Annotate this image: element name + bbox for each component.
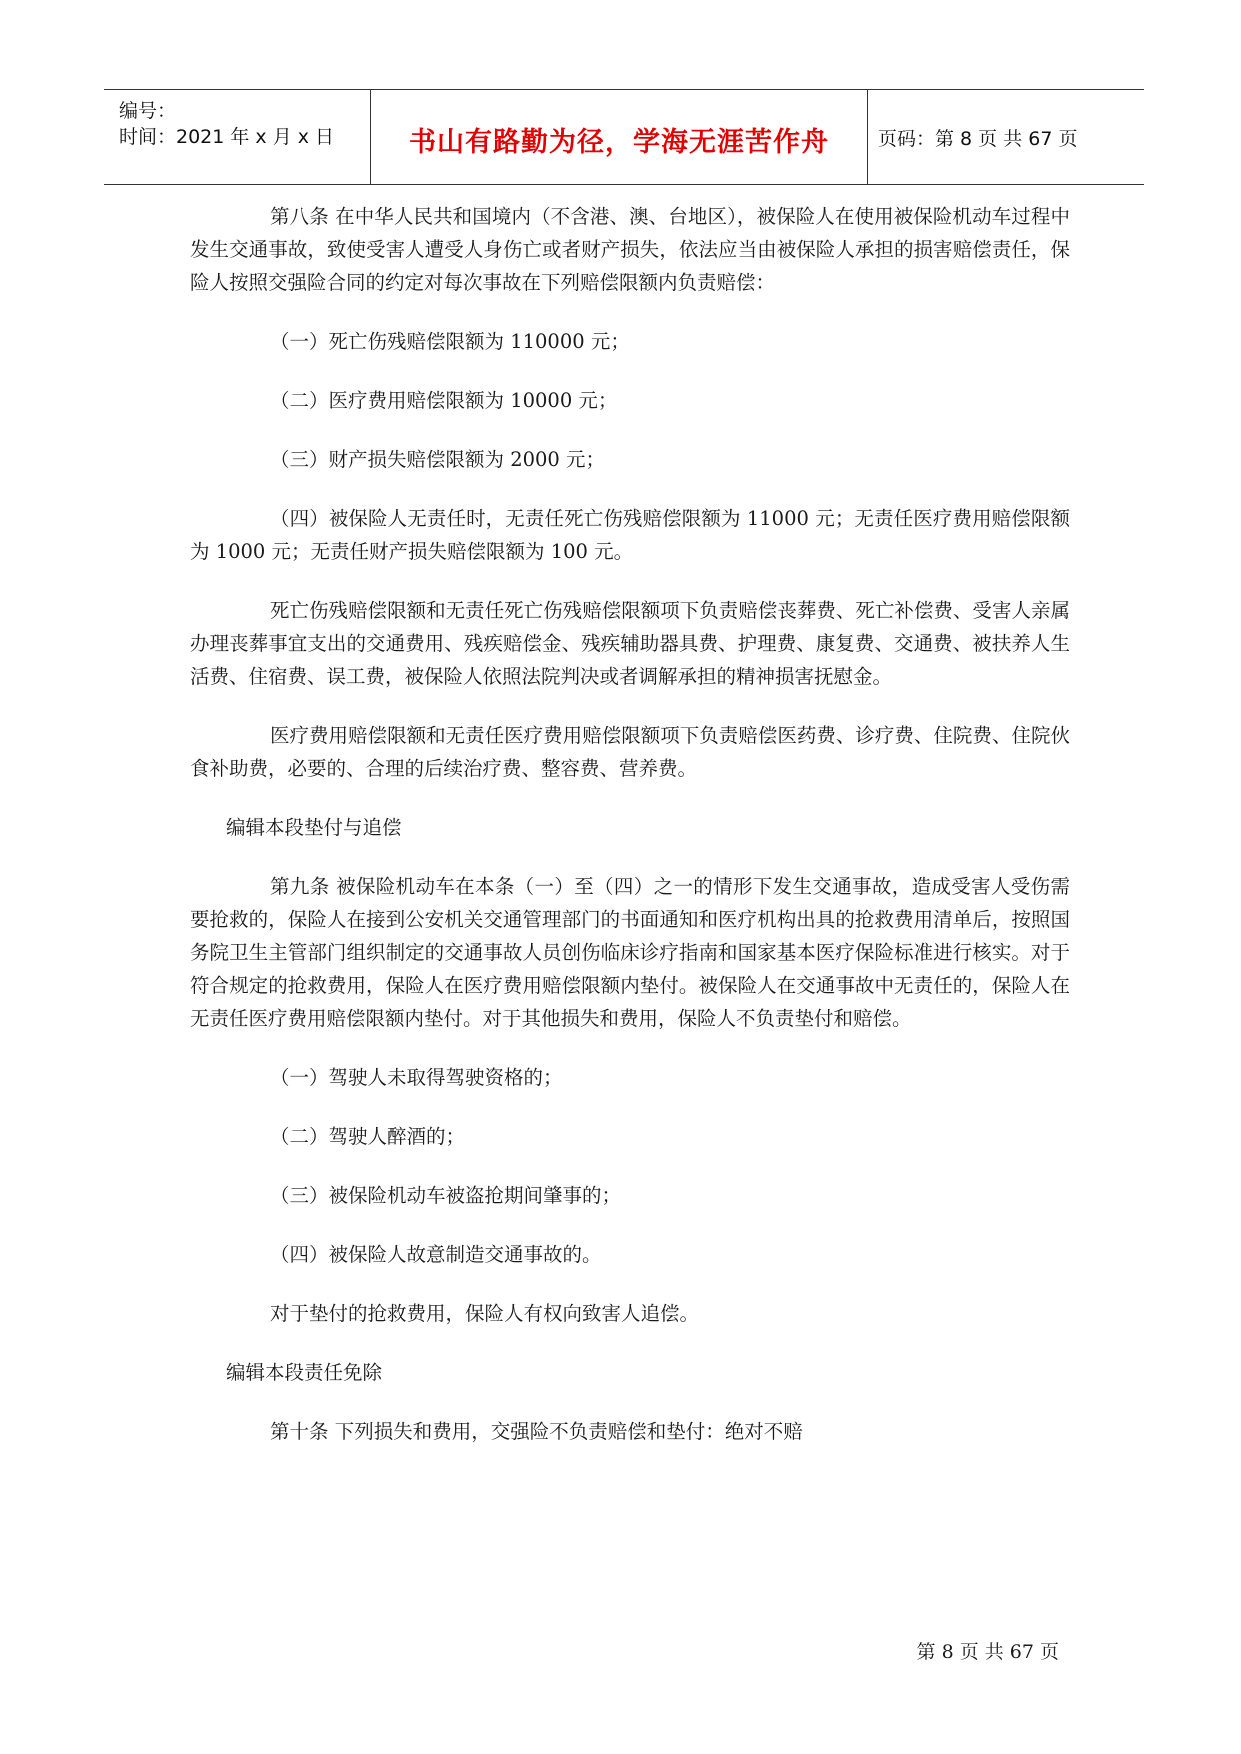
header-motto-cell: [370, 90, 868, 184]
header-page-number: 页码：第 8 页 共 67 页: [878, 128, 1078, 150]
document-number-label: 编号：: [119, 100, 177, 122]
section-heading-advance: 编辑本段垫付与追偿: [226, 816, 402, 839]
document-time-label: 时间：2021 年 x 月 x 日: [119, 126, 335, 148]
header-page-cell: [868, 90, 1144, 184]
header-meta-cell: [104, 90, 370, 184]
death-compensation-paragraph: 死亡伤残赔偿限额和无责任死亡伤残赔偿限额项下负责赔偿丧葬费、死亡补偿费、受害人亲属办理丧葬事宜支出的交通费用、残疾赔偿金、残疾辅助器具费、护理费、康复费、交通费、被扶养人生活费、住宿费、误工费，被保险人依照法院判决或者调解承担的精神损害抚慰金。: [190, 599, 1070, 688]
document-body: [190, 200, 1070, 1448]
case-item-2: （二）驾驶人醉酒的；: [270, 1125, 466, 1148]
case-item-1: （一）驾驶人未取得驾驶资格的；: [270, 1066, 563, 1089]
article-9-paragraph: 第九条 被保险机动车在本条（一）至（四）之一的情形下发生交通事故，造成受害人受伤需要抢救的，保险人在接到公安机关交通管理部门的书面通知和医疗机构出具的抢救费用清单后，按照国务院卫生主管部门组织制定的交通事故人员创伤临床诊疗指南和国家基本医疗保险标准进行核实。对于符合规定的抢救费用，保险人在医疗费用赔偿限额内垫付。被保险人在交通事故中无责任的，保险人在无责任医疗费用赔偿限额内垫付。对于其他损失和费用，保险人不负责垫付和赔偿。: [190, 875, 1070, 1030]
article-10-paragraph: 第十条 下列损失和费用，交强险不负责赔偿和垫付：绝对不赔: [270, 1420, 803, 1443]
limit-item-1: （一）死亡伤残赔偿限额为 110000 元；: [270, 330, 630, 353]
limit-item-2: （二）医疗费用赔偿限额为 10000 元；: [270, 389, 618, 412]
limit-item-4: （四）被保险人无责任时，无责任死亡伤残赔偿限额为 11000 元；无责任医疗费用赔偿限额为 1000 元；无责任财产损失赔偿限额为 100 元。: [190, 507, 1070, 563]
header-motto: 书山有路勤为径，学海无涯苦作舟: [409, 127, 829, 158]
recourse-paragraph: 对于垫付的抢救费用，保险人有权向致害人追偿。: [270, 1302, 700, 1325]
footer-page-number: 第 8 页 共 67 页: [916, 1641, 1059, 1663]
article-8-paragraph: 第八条 在中华人民共和国境内（不含港、澳、台地区），被保险人在使用被保险机动车过程中发生交通事故，致使受害人遭受人身伤亡或者财产损失，依法应当由被保险人承担的损害赔偿责任，保险人按照交强险合同的约定对每次事故在下列赔偿限额内负责赔偿：: [190, 205, 1070, 294]
section-heading-exemption: 编辑本段责任免除: [226, 1361, 383, 1384]
case-item-4: （四）被保险人故意制造交通事故的。: [270, 1243, 602, 1266]
limit-item-3: （三）财产损失赔偿限额为 2000 元；: [270, 448, 606, 471]
medical-compensation-paragraph: 医疗费用赔偿限额和无责任医疗费用赔偿限额项下负责赔偿医药费、诊疗费、住院费、住院伙食补助费，必要的、合理的后续治疗费、整容费、营养费。: [190, 724, 1070, 780]
case-item-3: （三）被保险机动车被盗抢期间肇事的；: [270, 1184, 622, 1207]
document-header: [104, 89, 1144, 185]
